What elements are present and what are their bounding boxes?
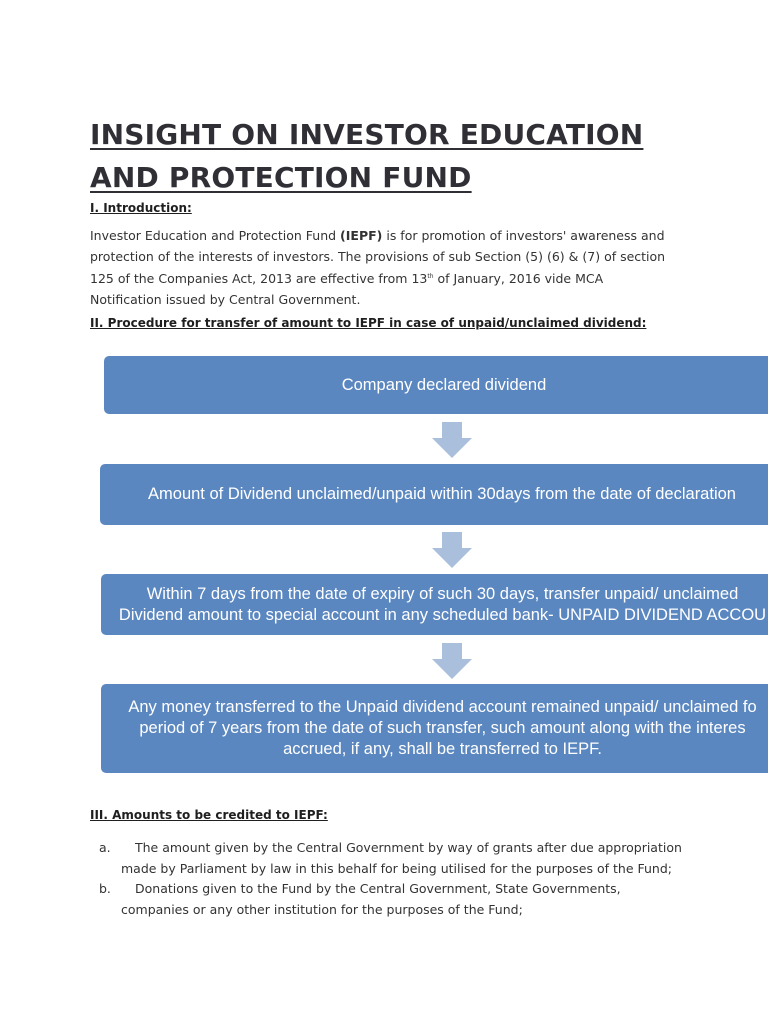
down-arrow-icon (432, 532, 472, 568)
flow-step-4 (101, 684, 768, 773)
list-marker: a. (99, 840, 111, 855)
intro-bold-acronym: (IEPF) (340, 228, 383, 243)
introduction-paragraph (90, 226, 675, 310)
flow-step-3-line-1: Within 7 days from the date of expiry of such 30 days, transfer unpaid/ unclaimed (146, 584, 739, 603)
flow-step-1 (104, 356, 768, 414)
intro-text-end: of January, 2016 vide MCA Notification issued by Central Government. (90, 271, 604, 307)
list-item-text: The amount given by the Central Government by way of grants after due appropriation made by Parliament by law in this behalf for being utilised for the purposes of the Fund; (121, 840, 682, 876)
section-heading-amounts: III. Amounts to be credited to IEPF: (90, 808, 328, 822)
flow-step-2-text: Amount of Dividend unclaimed/unpaid within 30days from the date of declaration (148, 485, 736, 503)
flow-step-1-text: Company declared dividend (341, 375, 547, 394)
intro-text-middle: is for promotion of investors' awareness and protection of the interests of investors. The provisions of sub Section (5) (6) & (7) of section 125 of the Companies Act, 2013 are effective from 13 (90, 228, 666, 286)
section-heading-introduction: I. Introduction: (90, 201, 192, 215)
down-arrow-icon (432, 643, 472, 679)
flow-step-4-line-1: Any money transferred to the Unpaid dividend account remained unpaid/ unclaimed fo (128, 698, 757, 716)
section-heading-procedure: II. Procedure for transfer of amount to IEPF in case of unpaid/unclaimed dividend: (90, 316, 647, 330)
flow-step-4-line-3: accrued, if any, shall be transferred to IEPF. (283, 740, 602, 758)
flow-step-2 (100, 464, 768, 525)
flow-step-4-line-2: period of 7 years from the date of such transfer, such amount along with the interes (139, 719, 746, 737)
flow-step-3 (101, 574, 768, 635)
document-title: INSIGHT ON INVESTOR EDUCATION AND PROTECTION FUND (90, 118, 644, 194)
intro-text-start: Investor Education and Protection Fund (90, 228, 341, 243)
list-item-text: Donations given to the Fund by the Central Government, State Governments, companies or any other institution for the purposes of the Fund; (121, 881, 621, 917)
flow-step-3-line-2: Dividend amount to special account in any scheduled bank- UNPAID DIVIDEND ACCOU (118, 605, 767, 624)
list-item (99, 879, 689, 920)
amounts-list (99, 838, 689, 920)
intro-superscript: th (427, 273, 434, 280)
list-marker: b. (99, 881, 111, 896)
down-arrow-icon (432, 422, 472, 458)
list-item (99, 838, 689, 879)
